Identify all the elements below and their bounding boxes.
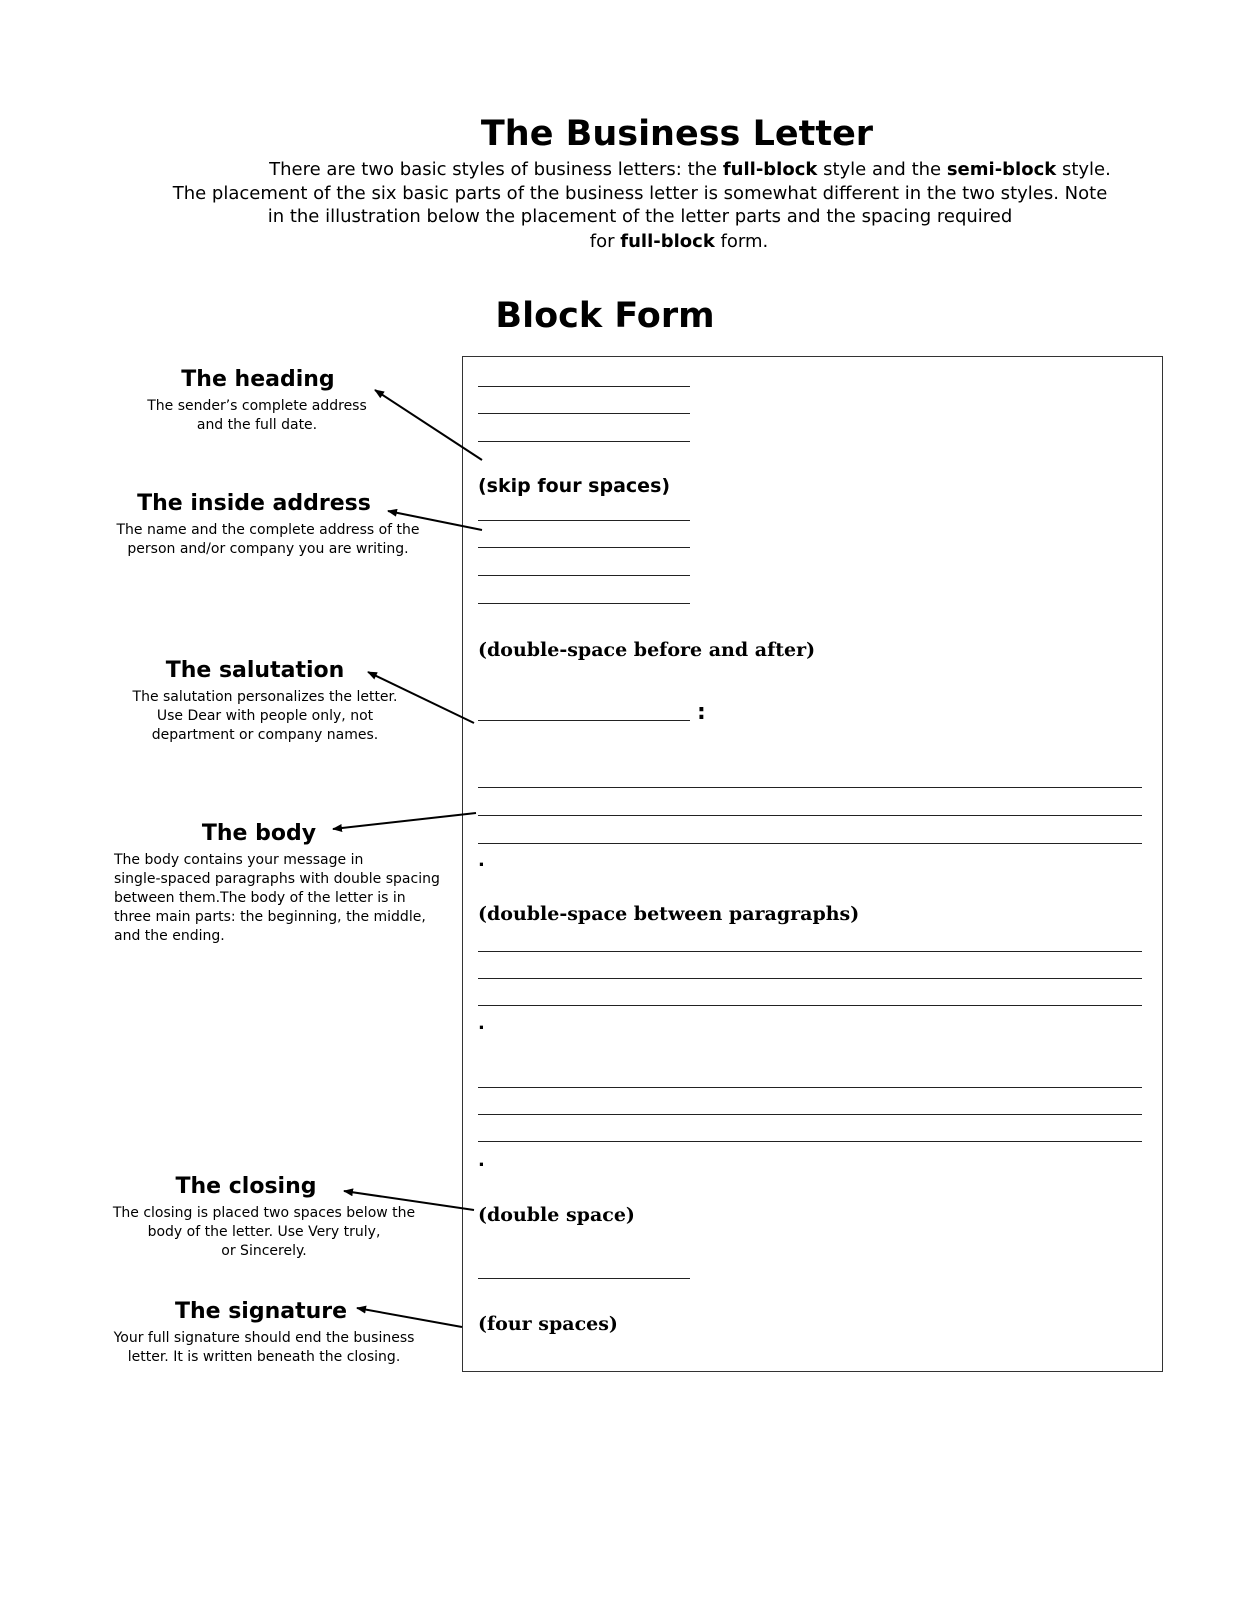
intro-bold: full-block (620, 231, 715, 252)
intro-text: style and the (817, 159, 947, 180)
intro-bold: full-block (722, 159, 818, 180)
page-title: The Business Letter (480, 114, 874, 154)
body-arrow-icon (333, 813, 476, 829)
signature-arrow-icon (357, 1308, 462, 1327)
desc-line: three main parts: the beginning, the middle, (114, 909, 426, 925)
salutation-label: The salutation (165, 658, 345, 683)
desc-line: Your full signature should end the business (113, 1330, 415, 1346)
intro-bold: semi-block (946, 159, 1057, 180)
desc-line: Use Dear with people only, not (156, 708, 374, 724)
intro-text: style. (1056, 159, 1111, 180)
desc-line: The sender’s complete address (147, 398, 367, 414)
paragraph-period: . (478, 1150, 485, 1171)
intro-line-2: The placement of the six basic parts of the business letter is somewhat different in the two styles. Note (172, 183, 1108, 204)
heading-arrow-icon (375, 390, 482, 460)
double-before-after-note: (double-space before and after) (478, 639, 816, 661)
body-label: The body (201, 821, 317, 846)
desc-line: letter. It is written beneath the closing. (127, 1349, 401, 1365)
block-form-title: Block Form (495, 296, 715, 336)
closing-label: The closing (175, 1174, 317, 1199)
double-space-note: (double space) (478, 1204, 635, 1226)
intro-line-3: in the illustration below the placement of the letter parts and the spacing required (267, 206, 1013, 227)
desc-line: The name and the complete address of the (116, 522, 420, 538)
double-between-note: (double-space between paragraphs) (478, 903, 860, 925)
desc-line: The salutation personalizes the letter. (132, 689, 398, 705)
signature-label: The signature (174, 1299, 348, 1324)
desc-line: or Sincerely. (221, 1243, 307, 1259)
desc-line: single-spaced paragraphs with double spacing (114, 871, 440, 887)
heading-label: The heading (181, 367, 335, 392)
four-spaces-note: (four spaces) (478, 1313, 618, 1335)
intro-text: There are two basic styles of business letters: the (269, 159, 723, 180)
intro-text: form. (714, 231, 769, 252)
desc-line: body of the letter. Use Very truly, (147, 1224, 381, 1240)
intro-text: for (589, 231, 621, 252)
paragraph-period: . (478, 850, 485, 871)
salutation-arrow-icon (368, 672, 474, 723)
desc-line: person and/or company you are writing. (127, 541, 409, 557)
desc-line: department or company names. (151, 727, 379, 743)
desc-line: The closing is placed two spaces below the (112, 1205, 416, 1221)
desc-line: The body contains your message in (114, 852, 364, 868)
desc-line: between them.The body of the letter is in (114, 890, 406, 906)
desc-line: and the ending. (114, 928, 225, 944)
skip-four-note: (skip four spaces) (478, 475, 671, 497)
inside-address-label: The inside address (137, 491, 371, 516)
inside-address-arrow-icon (388, 511, 482, 530)
salutation-colon: : (697, 700, 706, 725)
desc-line: and the full date. (196, 417, 318, 433)
paragraph-period: . (478, 1013, 485, 1034)
closing-arrow-icon (344, 1191, 474, 1210)
